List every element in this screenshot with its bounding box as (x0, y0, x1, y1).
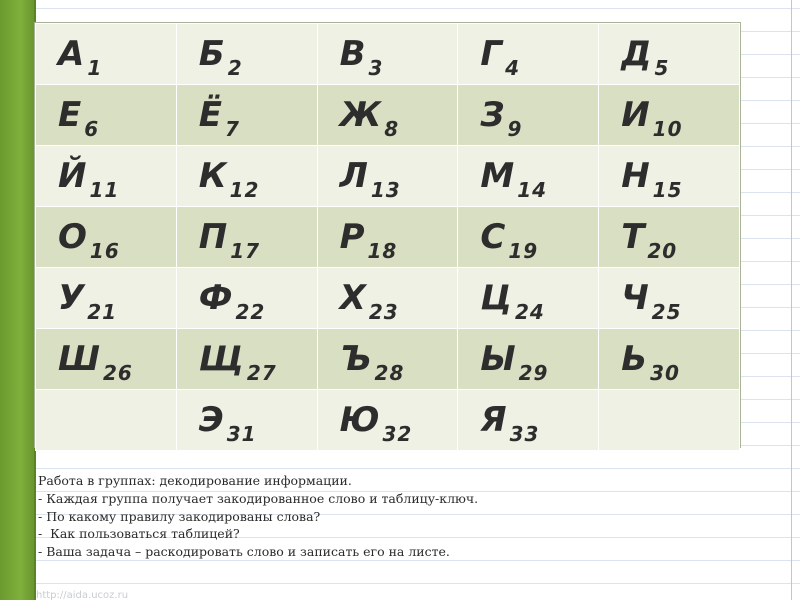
cell-letter: Ь (621, 339, 649, 379)
key-cell (317, 24, 458, 85)
key-cell (176, 390, 317, 451)
key-cell (317, 329, 458, 390)
key-cell (36, 24, 177, 85)
key-cell (317, 85, 458, 146)
cell-number: 3 (368, 56, 384, 80)
cell-number: 21 (87, 300, 118, 324)
note-line: Работа в группах: декодирование информации. (38, 473, 352, 488)
cell-letter: У (58, 278, 86, 318)
cell-letter: Г (480, 34, 504, 74)
cell-number: 5 (654, 56, 670, 80)
key-cell (458, 268, 599, 329)
cell-number: 20 (647, 239, 678, 263)
table-row (36, 207, 740, 268)
cell-number: 16 (89, 239, 120, 263)
cell-number: 8 (384, 117, 400, 141)
cell-number: 7 (225, 117, 240, 141)
key-cell (599, 390, 740, 451)
cell-letter: С (480, 217, 507, 257)
cell-letter: И (621, 95, 651, 135)
cell-number: 30 (650, 361, 680, 385)
cell-number: 23 (368, 300, 399, 324)
cell-letter: Ъ (339, 339, 373, 379)
cell-number: 27 (246, 361, 277, 385)
table-row (36, 268, 740, 329)
key-cell (458, 207, 599, 268)
cell-letter: Ц (480, 278, 513, 318)
key-cell (458, 390, 599, 451)
table-row (36, 146, 740, 207)
cell-number: 4 (505, 56, 520, 80)
note-line: - Как пользоваться таблицей? (38, 526, 240, 542)
key-cell (176, 268, 317, 329)
cell-letter: Щ (198, 339, 245, 379)
cell-letter: А (58, 34, 86, 74)
cell-letter: Ч (621, 278, 650, 318)
cell-letter: К (198, 156, 228, 196)
source-url: http://aida.ucoz.ru (36, 590, 129, 601)
key-cell (599, 329, 740, 390)
task-notes (38, 472, 738, 561)
cell-letter: П (198, 217, 229, 257)
cell-letter: Б (198, 34, 226, 74)
cell-number: 11 (89, 178, 120, 202)
key-cell (458, 85, 599, 146)
cell-letter: Р (339, 217, 366, 257)
key-cell (176, 207, 317, 268)
table-row (36, 85, 740, 146)
key-table-grid (35, 23, 740, 451)
key-cell (458, 146, 599, 207)
key-cell (458, 24, 599, 85)
cell-number: 31 (226, 422, 257, 446)
cell-number: 6 (84, 117, 100, 141)
key-cell (317, 207, 458, 268)
cell-number: 17 (230, 239, 261, 263)
cell-letter: Й (58, 156, 88, 196)
cell-number: 12 (229, 178, 260, 202)
cell-letter: Ы (480, 339, 517, 379)
cell-number: 14 (517, 178, 548, 202)
cell-letter: Т (621, 217, 646, 257)
note-line: - По какому правилу закодированы слова? (38, 508, 321, 524)
note-line: - Каждая группа получает закодированное слово и таблицу-ключ. (38, 490, 479, 506)
cell-number: 19 (508, 239, 539, 263)
cell-letter: Н (621, 156, 651, 196)
green-side-bar (0, 0, 36, 600)
cell-letter: Х (339, 278, 367, 318)
cell-number: 22 (235, 300, 266, 324)
cell-number: 26 (103, 361, 133, 385)
cell-letter: Ё (198, 95, 224, 135)
key-cell (36, 146, 177, 207)
cell-letter: Я (480, 400, 508, 440)
cell-letter: Ш (58, 339, 102, 379)
cell-number: 32 (382, 422, 413, 446)
cell-letter: О (58, 217, 88, 257)
key-cell (599, 268, 740, 329)
cell-number: 9 (507, 117, 523, 141)
cell-letter: З (480, 95, 506, 135)
cell-letter: Д (621, 34, 653, 74)
cell-number: 2 (227, 56, 243, 80)
note-line: - Ваша задача – раскодировать слово и записать его на листе. (38, 544, 450, 560)
key-cell (317, 390, 458, 451)
margin-rule (791, 0, 792, 600)
cell-number: 28 (374, 361, 405, 385)
key-cell (317, 268, 458, 329)
cell-number: 1 (87, 56, 103, 80)
key-cell (36, 268, 177, 329)
cell-number: 24 (514, 300, 545, 324)
key-cell (176, 146, 317, 207)
table-row (36, 329, 740, 390)
key-cell (599, 24, 740, 85)
cell-letter: Ю (339, 400, 381, 440)
cell-letter: Е (58, 95, 83, 135)
key-cell (599, 146, 740, 207)
key-cell (36, 207, 177, 268)
table-row (36, 390, 740, 451)
cell-number: 18 (367, 239, 398, 263)
cell-number: 15 (652, 178, 683, 202)
key-cell (599, 207, 740, 268)
cell-number: 10 (652, 117, 683, 141)
cell-number: 33 (509, 422, 540, 446)
cipher-key-table (34, 22, 741, 448)
cell-letter: Ф (198, 278, 234, 318)
key-cell (176, 329, 317, 390)
key-cell (458, 329, 599, 390)
table-row (36, 24, 740, 85)
cell-number: 25 (651, 300, 682, 324)
cell-letter: Э (198, 400, 225, 440)
key-cell (36, 85, 177, 146)
cell-letter: М (480, 156, 516, 196)
key-cell (176, 24, 317, 85)
cell-number: 29 (518, 361, 549, 385)
key-cell (317, 146, 458, 207)
key-cell (36, 390, 177, 451)
key-cell (176, 85, 317, 146)
key-cell (36, 329, 177, 390)
cell-letter: Л (339, 156, 369, 196)
cell-letter: В (339, 34, 367, 74)
cell-number: 13 (370, 178, 401, 202)
cell-letter: Ж (339, 95, 383, 135)
key-cell (599, 85, 740, 146)
